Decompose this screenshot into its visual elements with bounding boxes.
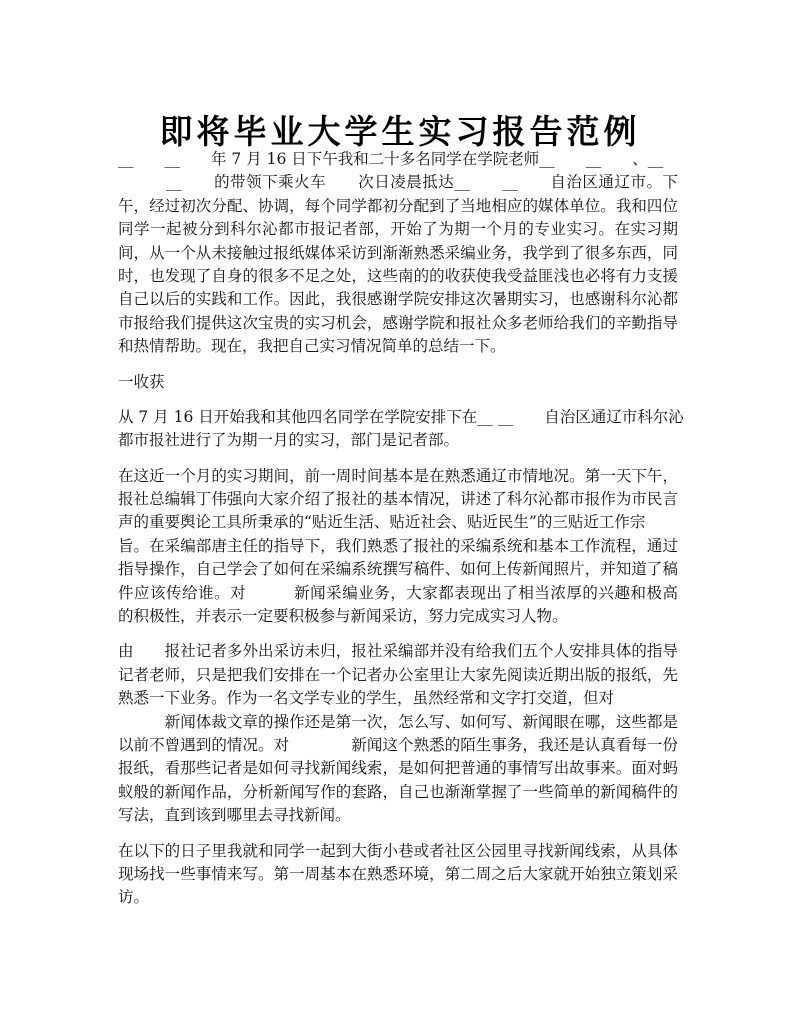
paragraph-line: 都市报社进行了为期一月的实习，部门是记者部。 (118, 431, 460, 450)
paragraph-line: 写法，直到该到哪里去寻找新闻。 (118, 806, 351, 825)
paragraph-line: 的积极性，并表示一定要积极参与新闻采访，努力完成实习人物。 (118, 607, 568, 626)
document-title: 即将毕业大学生实习报告范例 (159, 112, 641, 152)
paragraph-line: 访。 (118, 888, 150, 907)
paragraph-line: 报社总编辑丁伟强向大家介绍了报社的基本情况，讲述了科尔沁都市报作为市民言 (118, 490, 678, 509)
section-heading-text: 一收获 (118, 372, 165, 391)
paragraph-line: 以前不曾遇到的情况。对 新闻这个熟悉的陌生事务，我还是认真看每一份 (118, 735, 678, 754)
paragraph-line: 自己以后的实践和工作。因此，我很感谢学院安排这次暑期实习，也感谢科尔沁都 (118, 290, 678, 309)
paragraph-internship-overview (118, 406, 684, 453)
document-body (118, 148, 684, 922)
paragraph-line: 时，也发现了自身的很多不足之处，这些南的的收获使我受益匪浅也必将有力支援 (118, 266, 678, 285)
paragraph-line: 市报给我们提供这次宝贵的实习机会，感谢学院和报社众多老师给我们的辛勤指导 (118, 313, 678, 332)
paragraph-intro (118, 148, 678, 359)
paragraph-line: 指导操作，自己学会了如何在采编系统撰写稿件、如何上传新闻照片，并知道了稿 (118, 560, 678, 579)
paragraph-field-reporting (118, 840, 678, 910)
paragraph-line: 新闻体裁文章的操作还是第一次，怎么写、如何写、新闻眼在哪，这些都是 (118, 712, 678, 731)
paragraph-line: 和热情帮助。现在，我把自己实习情况简单的总结一下。 (118, 337, 506, 356)
paragraph-line: __ __ 年 7 月 16 日下午我和二十多名同学在学院老师__ __ 、__ (118, 150, 664, 168)
paragraph-line: 旨。在采编部唐主任的指导下，我们熟悉了报社的采编系统和基本工作流程，通过 (118, 536, 678, 555)
paragraph-line: 熟悉一下业务。作为一名文学专业的学生，虽然经常和文字打交道，但对 (118, 689, 615, 708)
paragraph-line: 报纸，看那些记者是如何寻找新闻线索，是如何把普通的事情写出故事来。面对蚂 (118, 759, 678, 778)
paragraph-line: 间，从一个从未接触过报纸媒体采访到渐渐熟悉采编业务，我学到了很多东西，同 (118, 243, 678, 262)
paragraph-line: 现场找一些事情来写。第一周基本在熟悉环境，第二周之后大家就开始独立策划采 (118, 864, 678, 883)
paragraph-first-week (118, 465, 678, 629)
paragraph-line: 午，经过初次分配、协调，每个同学都初分配到了当地相应的媒体单位。我和四位 (118, 196, 678, 215)
paragraph-line: 由 报社记者多外出采访未归，报社采编部并没有给我们五个人安排具体的指导 (118, 642, 678, 661)
paragraph-line: 声的重要舆论工具所秉承的“贴近生活、贴近社会、贴近民生”的三贴近工作宗 (118, 513, 646, 532)
section-heading (118, 371, 678, 394)
paragraph-line: 记者老师，只是把我们安排在一个记者办公室里让大家先阅读近期出版的报纸，先 (118, 665, 678, 684)
paragraph-line: 件应该传给谁。对 新闻采编业务，大家都表现出了相当浓厚的兴趣和极高 (118, 583, 678, 602)
paragraph-learning-news (118, 640, 678, 827)
paragraph-line: 同学一起被分到科尔沁都市报记者部，开始了为期一个月的专业实习。在实习期 (118, 220, 678, 239)
paragraph-line: 在这近一个月的实习期间，前一周时间基本是在熟悉通辽市情地况。第一天下午， (118, 466, 678, 485)
paragraph-line: 从 7 月 16 日开始我和其他四名同学在学院安排下在__ __ 自治区通辽市科尔沁 (118, 407, 684, 426)
paragraph-line: 蚁般的新闻作品，分析新闻写作的套路，自己也渐渐掌握了一些简单的新闻稿件的 (118, 782, 678, 801)
paragraph-line: __ 的带领下乘火车 次日凌晨抵达__ __ 自治区通辽市。下 (118, 173, 678, 192)
paragraph-line: 在以下的日子里我就和同学一起到大街小巷或者社区公园里寻找新闻线索，从具体 (118, 841, 678, 860)
